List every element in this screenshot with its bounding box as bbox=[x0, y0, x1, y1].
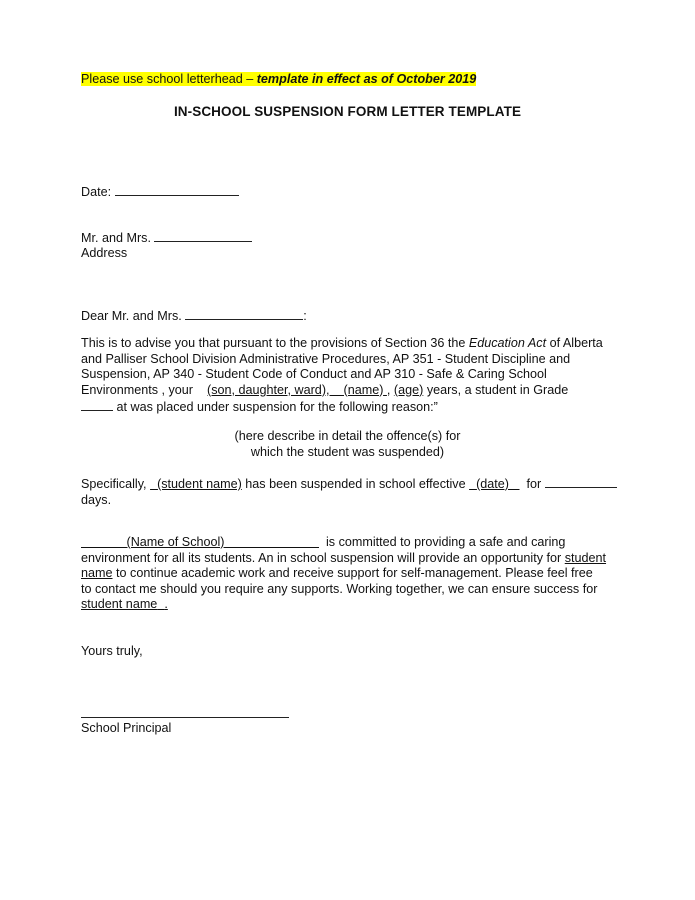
recipient-name-blank bbox=[154, 229, 252, 242]
relation-placeholder: (son, daughter, ward), bbox=[207, 382, 330, 397]
student-placeholder-part1: student bbox=[564, 550, 607, 565]
date-row bbox=[81, 183, 239, 200]
commitment-line2 bbox=[81, 551, 656, 567]
recipient-salutation: Mr. and Mrs. bbox=[81, 231, 151, 245]
closing: Yours truly, bbox=[81, 644, 143, 658]
date-label: Date: bbox=[81, 185, 112, 199]
greeting-row bbox=[81, 307, 307, 324]
commitment-line4: to contact me should you require any supports. Working together, we can ensure success for bbox=[81, 581, 598, 596]
commitment-line1 bbox=[81, 535, 656, 551]
specifically-days: days. bbox=[81, 492, 112, 507]
body1-line4-b: years, a student in Grade bbox=[426, 382, 569, 397]
body1-line1 bbox=[81, 336, 656, 352]
commitment-line1-b: is committed to providing a safe and caring bbox=[325, 535, 566, 549]
body1-line4: Environments , your (son, daughter, ward), (name) , (age) years, a student in Grade bbox=[81, 382, 569, 397]
body-paragraph-1 bbox=[81, 336, 656, 416]
body1-line3: Suspension, AP 340 - Student Code of Conduct and AP 310 - Safe & Caring School bbox=[81, 367, 547, 382]
specifically-line1 bbox=[81, 475, 656, 493]
greeting-name-blank bbox=[185, 307, 303, 320]
commitment-paragraph bbox=[81, 535, 656, 613]
recipient-row bbox=[81, 229, 252, 246]
body1-line1-a: This is to advise you that pursuant to the provisions of Section 36 the bbox=[81, 336, 469, 350]
date-placeholder: (date) bbox=[476, 477, 509, 491]
for-label: for bbox=[526, 477, 542, 491]
body1-line5-text: at was placed under suspension for the following reason:” bbox=[116, 400, 438, 415]
student-placeholder-part2: name bbox=[81, 566, 113, 581]
body1-line2: and Palliser School Division Administrative Procedures, AP 351 - Student Discipline and bbox=[81, 351, 571, 366]
body1-line5 bbox=[81, 398, 656, 416]
letterhead-note-emphasis: template in effect as of October 2019 bbox=[256, 72, 477, 86]
specifically-middle: has been suspended in school effective bbox=[245, 477, 466, 491]
commitment-line5 bbox=[81, 597, 656, 613]
signature-label: School Principal bbox=[81, 721, 172, 735]
commitment-line3 bbox=[81, 566, 656, 582]
body1-line4-a: Environments , your bbox=[81, 382, 193, 397]
grade-blank bbox=[81, 398, 113, 411]
name-placeholder: (name) bbox=[343, 382, 384, 397]
offence-note-line2: which the student was suspended) bbox=[250, 444, 445, 459]
signature-line bbox=[81, 717, 289, 718]
greeting-suffix: : bbox=[303, 309, 307, 323]
days-blank bbox=[545, 475, 617, 488]
body1-line1-b: of Alberta bbox=[546, 336, 603, 350]
page-title: IN-SCHOOL SUSPENSION FORM LETTER TEMPLATE bbox=[173, 104, 522, 119]
commitment-line5-end: . bbox=[164, 597, 168, 612]
student-name-placeholder: (student name) bbox=[157, 477, 242, 491]
age-placeholder: (age) bbox=[393, 382, 424, 397]
recipient-address: Address bbox=[81, 246, 128, 260]
date-blank bbox=[115, 183, 239, 196]
offence-note-line1: (here describe in detail the offence(s) for bbox=[234, 429, 461, 443]
specifically-prefix: Specifically, bbox=[81, 477, 147, 491]
commitment-line2-a: environment for all its students. An in school suspension will provide an opportunity for bbox=[81, 550, 562, 565]
letterhead-note-plain: Please use school letterhead – bbox=[81, 72, 257, 86]
commitment-line3-b: to continue academic work and receive support for self-management. Please feel free bbox=[116, 566, 593, 581]
student-name-placeholder-2: student name bbox=[81, 597, 158, 612]
school-name-placeholder: (Name of School) bbox=[126, 535, 225, 549]
offence-note bbox=[0, 429, 695, 460]
greeting-prefix: Dear Mr. and Mrs. bbox=[81, 309, 182, 323]
specifically-paragraph bbox=[81, 475, 656, 508]
education-act-title: Education Act bbox=[468, 336, 547, 350]
letterhead-note bbox=[81, 71, 476, 87]
